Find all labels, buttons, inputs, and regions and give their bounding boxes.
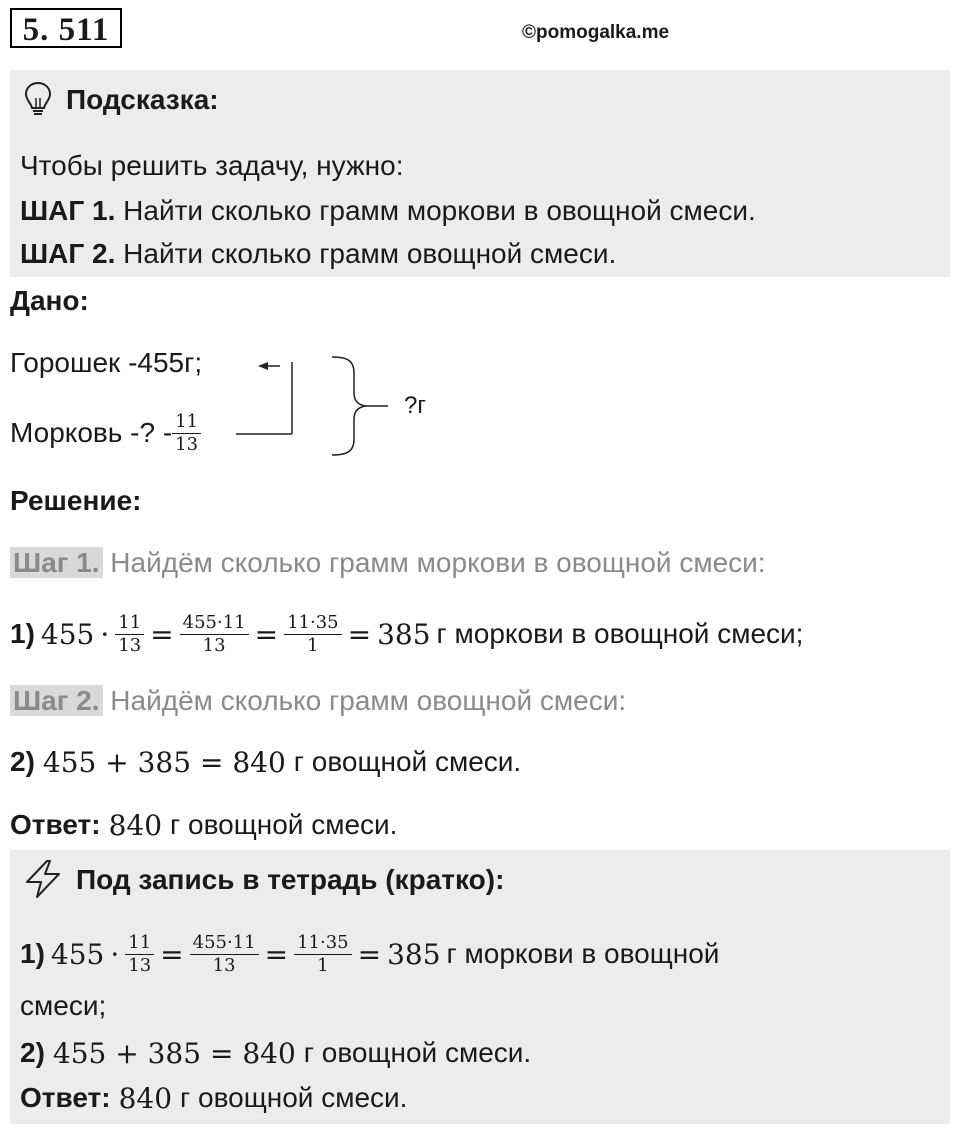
notebook-equation-2 <box>20 1033 531 1073</box>
equation-label: 2) <box>20 1037 45 1068</box>
notebook-equation-1-wrap: смеси; <box>20 990 107 1021</box>
solution-step1-label: Шаг 1. <box>10 547 103 578</box>
equation-operator: = <box>254 617 279 651</box>
curly-brace-icon <box>330 355 390 457</box>
answer-value: 840 <box>118 1081 173 1115</box>
lightning-icon <box>22 858 64 900</box>
solution-step2-label: Шаг 2. <box>10 685 103 716</box>
notebook-answer <box>20 1078 407 1118</box>
solution-step2 <box>10 683 626 719</box>
notebook-equation-1 <box>20 924 719 984</box>
hint-step1-label: ШАГ 1. <box>20 195 116 226</box>
hint-step2-label: ШАГ 2. <box>20 238 116 269</box>
hint-step1-text: Найти сколько грамм моркови в овощной смеси. <box>123 195 756 226</box>
equation-term: 455 <box>50 937 105 971</box>
relation-arrow <box>232 352 302 442</box>
answer-suffix: г овощной смеси. <box>180 1082 408 1113</box>
equation-operator: = <box>357 937 382 971</box>
solution-title: Решение: <box>10 485 142 516</box>
fraction-numerator: 455·11 <box>180 612 249 635</box>
fraction-denominator: 13 <box>128 954 152 976</box>
solution-step1-text: Найдём сколько грамм моркови в овощной смеси: <box>110 547 766 578</box>
notebook-title: Под запись в тетрадь (кратко): <box>76 864 505 895</box>
hint-step2-text: Найти сколько грамм овощной смеси. <box>123 238 617 269</box>
equation-suffix: г овощной смеси. <box>303 1037 532 1068</box>
hint-step2 <box>20 236 616 272</box>
equation-result: 385 <box>387 937 441 971</box>
equation-expression: 455 + 385 = 840 <box>52 1036 296 1070</box>
fraction-numerator: 11·35 <box>294 932 352 955</box>
solution-answer <box>10 805 397 845</box>
solution-equation-2 <box>10 742 521 782</box>
answer-label: Ответ: <box>10 809 101 840</box>
hint-title: Подсказка: <box>66 84 219 115</box>
fraction-denominator: 1 <box>307 634 319 656</box>
equation-suffix: г моркови в овощной <box>446 938 720 969</box>
given-peas: Горошек -455г; <box>10 347 203 378</box>
lightbulb-icon <box>22 80 54 118</box>
solution-step2-text: Найдём сколько грамм овощной смеси: <box>110 685 627 716</box>
equation-fraction <box>125 932 154 977</box>
equation-fraction <box>190 932 259 977</box>
given-total: ?г <box>404 392 427 419</box>
fraction-numerator: 455·11 <box>190 932 259 955</box>
fraction-denominator: 13 <box>202 634 226 656</box>
equation-operator: · <box>110 937 120 971</box>
solution-equation-1 <box>10 604 803 664</box>
given-title: Дано: <box>10 285 89 316</box>
fraction-numerator: 11·35 <box>284 612 342 635</box>
fraction-numerator: 11 <box>125 932 154 955</box>
equation-suffix: г моркови в овощной смеси; <box>436 618 804 649</box>
answer-label: Ответ: <box>20 1082 111 1113</box>
equation-label: 2) <box>10 746 35 777</box>
fraction-denominator: 1 <box>317 954 329 976</box>
equation-operator: · <box>100 617 110 651</box>
equation-suffix: г овощной смеси. <box>293 746 522 777</box>
answer-suffix: г овощной смеси. <box>170 809 398 840</box>
given-carrot-prefix: Морковь -? - <box>10 417 173 448</box>
equation-fraction <box>180 612 249 657</box>
problem-number: 5. 511 <box>10 8 122 48</box>
hint-step1 <box>20 193 756 229</box>
equation-expression: 455 + 385 = 840 <box>42 745 286 779</box>
equation-operator: = <box>160 937 184 971</box>
answer-value: 840 <box>108 808 163 842</box>
equation-operator: = <box>150 617 174 651</box>
equation-operator: = <box>264 937 289 971</box>
equation-result: 385 <box>377 617 431 651</box>
fraction-numerator: 11 <box>172 411 201 434</box>
site-watermark: ©pomogalka.me <box>522 22 670 43</box>
equation-fraction <box>284 612 342 657</box>
fraction-numerator: 11 <box>115 612 144 635</box>
equation-fraction <box>294 932 352 977</box>
equation-fraction <box>115 612 144 657</box>
hint-intro: Чтобы решить задачу, нужно: <box>20 150 404 181</box>
fraction-denominator: 13 <box>175 433 199 455</box>
given-carrot <box>10 410 201 456</box>
equation-label: 1) <box>20 938 45 969</box>
solution-step1 <box>10 545 766 581</box>
equation-operator: = <box>347 617 372 651</box>
fraction-denominator: 13 <box>212 954 236 976</box>
fraction-denominator: 13 <box>118 634 142 656</box>
given-carrot-fraction <box>172 411 201 456</box>
equation-label: 1) <box>10 618 35 649</box>
equation-term: 455 <box>40 617 95 651</box>
